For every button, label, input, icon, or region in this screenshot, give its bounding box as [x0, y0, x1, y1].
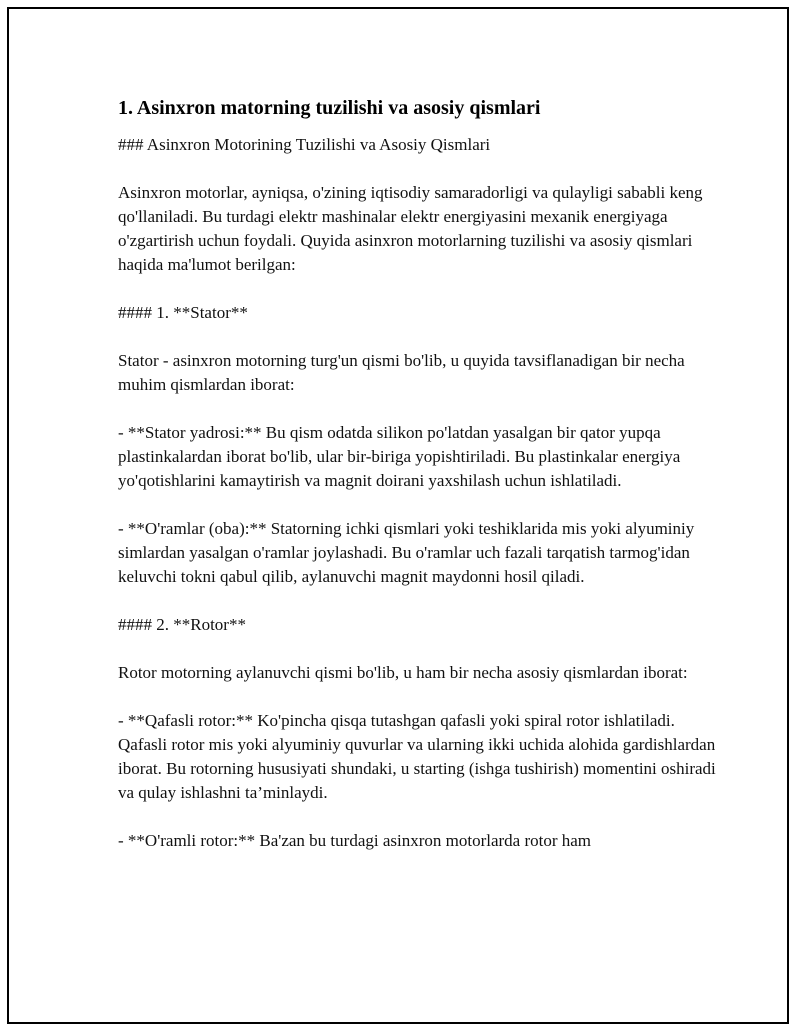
stator-windings-item: - **O'ramlar (oba):** Statorning ichki qismlari yoki teshiklarida mis yoki alyuminiy simlardan yasalgan o'ramlar joylashadi. Bu o'ramlar uch fazali tarqatish tarmog'idan keluvchi tokni qabul qilib, aylanuvchi magnit maydonni hosil qiladi. [118, 519, 695, 586]
document-body [118, 93, 718, 877]
stator-paragraph: Stator - asinxron motorning turg'un qismi bo'lib, u quyida tavsiflanadigan bir necha muhim qismlardan iborat: [118, 351, 685, 394]
stator-core-item: - **Stator yadrosi:** Bu qism odatda silikon po'latdan yasalgan bir qator yupqa plastinkalardan iborat bo'lib, ular bir-biriga yopishtiriladi. Bu plastinkalar energiya yo'qotishlarini kamaytirish va magnit doirani yaxshilash uchun ishlatiladi. [118, 423, 681, 490]
cage-rotor-item: - **Qafasli rotor:** Ko'pincha qisqa tutashgan qafasli yoki spiral rotor ishlatiladi. Qafasli rotor mis yoki alyuminiy quvurlar va ularning ikki uchida alohida gardishlardan iborat. Bu rotorning hususiyati shundaki, u starting (ishga tushirish) momentini oshiradi va qulay ishlashni ta’minlaydi. [118, 711, 716, 802]
document-title: 1. Asinxron matorning tuzilishi va asosiy qismlari [118, 97, 541, 119]
intro-paragraph: Asinxron motorlar, ayniqsa, o'zining iqtisodiy samaradorligi va qulayligi sababli keng qo'llaniladi. Bu turdagi elektr mashinalar elektr energiyasini mexanik energiyaga o'zgartirish uchun foydali. Quyida asinxron motorlarning tuzilishi va asosiy qismlari haqida ma'lumot berilgan: [118, 183, 703, 274]
wound-rotor-item: - **O'ramli rotor:** Ba'zan bu turdagi asinxron motorlarda rotor ham [118, 831, 592, 850]
markdown-heading-rotor: #### 2. **Rotor** [118, 615, 246, 634]
markdown-heading-stator: #### 1. **Stator** [118, 303, 248, 322]
markdown-heading-main: ### Asinxron Motorining Tuzilishi va Asosiy Qismlari [118, 135, 491, 154]
page-frame [7, 7, 789, 1024]
rotor-paragraph: Rotor motorning aylanuvchi qismi bo'lib, u ham bir necha asosiy qismlardan iborat: [118, 663, 688, 682]
